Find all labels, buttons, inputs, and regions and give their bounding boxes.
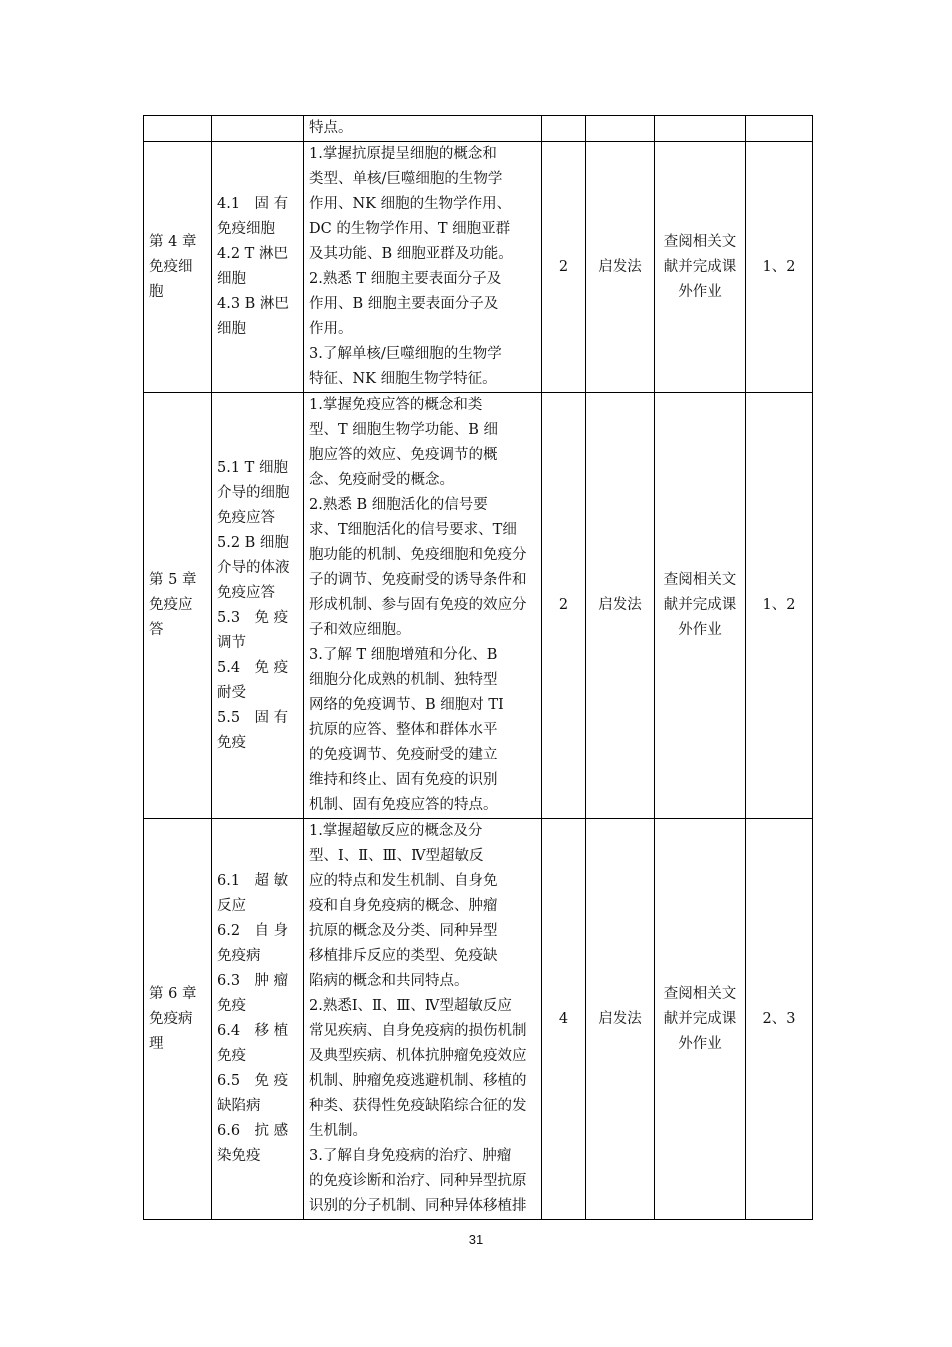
goal-cell: 2、3 xyxy=(746,819,813,1220)
sections-cell-line: 免疫应答 xyxy=(217,584,275,601)
chapter-cell-line: 第 5 章 xyxy=(149,572,197,588)
hours-cell xyxy=(542,116,586,142)
objectives-cell-line: 胞应答的效应、免疫调节的概 xyxy=(309,447,498,463)
sections-cell-line: 细胞 xyxy=(217,271,246,287)
sections-cell-line: 耐受 xyxy=(217,684,246,701)
chapter-cell xyxy=(144,116,212,142)
goal-cell: 1、2 xyxy=(746,142,813,393)
syllabus-table xyxy=(143,115,813,1220)
table-row xyxy=(144,819,813,1220)
objectives-cell-line: 及典型疾病、机体抗肿瘤免疫效应 xyxy=(309,1048,527,1064)
objectives-cell-line: 机制、固有免疫应答的特点。 xyxy=(309,797,498,813)
sections-cell-line: 反应 xyxy=(217,898,246,914)
objectives-cell-line: 型、Ⅰ、Ⅱ、Ⅲ、Ⅳ型超敏反 xyxy=(309,848,484,864)
objectives-cell-line: 3.了解自身免疫病的治疗、肿瘤 xyxy=(309,1148,512,1164)
objectives-cell-line: 特点。 xyxy=(309,120,353,136)
sections-cell-line: 免疫 xyxy=(217,1048,246,1064)
assignment-cell-line: 外作业 xyxy=(678,283,722,300)
objectives-cell-line: 2.熟悉 T 细胞主要表面分子及 xyxy=(309,271,502,287)
assignment-cell xyxy=(655,819,746,1220)
objectives-cell-line: 形成机制、参与固有免疫的效应分 xyxy=(309,597,527,613)
objectives-cell xyxy=(304,116,542,142)
sections-cell xyxy=(212,142,304,393)
objectives-cell-line: 疫和自身免疫病的概念、肿瘤 xyxy=(309,898,498,914)
objectives-cell-line: 维持和终止、固有免疫的识别 xyxy=(309,772,498,788)
chapter-cell xyxy=(144,142,212,393)
objectives-cell-line: 1.掌握免疫应答的概念和类 xyxy=(309,397,483,413)
assignment-cell-line: 查阅相关文 xyxy=(663,572,737,588)
objectives-cell-line: 特征、NK 细胞生物学特征。 xyxy=(309,371,497,387)
goal-cell: 1、2 xyxy=(746,393,813,819)
objectives-cell-line: 胞功能的机制、免疫细胞和免疫分 xyxy=(309,547,527,563)
objectives-cell-line: 作用。 xyxy=(309,321,353,337)
chapter-cell xyxy=(144,393,212,819)
hours-cell: 2 xyxy=(542,393,586,819)
sections-cell-line: 免疫 xyxy=(217,998,246,1014)
table-row xyxy=(144,393,813,819)
objectives-cell-line: 种类、获得性免疫缺陷综合征的发 xyxy=(309,1098,527,1114)
objectives-cell-line: 识别的分子机制、同种异体移植排 xyxy=(309,1198,527,1214)
assignment-cell-line: 献并完成课 xyxy=(663,1010,737,1027)
sections-cell-line: 免疫 xyxy=(217,734,246,751)
objectives-cell-line: 类型、单核/巨噬细胞的生物学 xyxy=(309,171,503,187)
sections-cell-line: 6.1 超 敏 xyxy=(217,873,289,889)
objectives-cell-line: 念、免疫耐受的概念。 xyxy=(309,472,454,488)
objectives-cell-line: 的免疫调节、免疫耐受的建立 xyxy=(309,747,498,763)
sections-cell-line: 6.2 自 身 xyxy=(217,923,289,939)
sections-cell-line: 6.5 免 疫 xyxy=(217,1073,289,1089)
assignment-cell-line: 外作业 xyxy=(678,622,722,638)
objectives-cell-line: 作用、B 细胞主要表面分子及 xyxy=(309,296,499,312)
table-body xyxy=(144,116,813,1220)
objectives-cell-line: 应的特点和发生机制、自身免 xyxy=(309,873,498,889)
sections-cell-line: 4.2 T 淋巴 xyxy=(217,246,288,262)
sections-cell-line: 缺陷病 xyxy=(217,1098,261,1114)
sections-cell-line: 染免疫 xyxy=(217,1148,261,1164)
chapter-cell-line: 答 xyxy=(149,622,164,638)
objectives-cell-line: 抗原的应答、整体和群体水平 xyxy=(309,722,498,738)
table-row xyxy=(144,116,813,142)
objectives-cell-line: 2.熟悉 B 细胞活化的信号要 xyxy=(309,497,488,513)
sections-cell-line: 介导的细胞 xyxy=(217,484,290,501)
objectives-cell-line: 3.了解 T 细胞增殖和分化、B xyxy=(309,647,498,663)
objectives-cell-line: 网络的免疫调节、B 细胞对 TI xyxy=(309,697,504,713)
objectives-cell-line: 常见疾病、自身免疫病的损伤机制 xyxy=(309,1023,527,1039)
objectives-cell-line: 细胞分化成熟的机制、独特型 xyxy=(309,672,498,688)
hours-cell: 4 xyxy=(542,819,586,1220)
sections-cell-line: 5.4 免 疫 xyxy=(217,659,289,676)
method-cell xyxy=(586,116,655,142)
sections-cell xyxy=(212,393,304,819)
sections-cell-line: 6.4 移 植 xyxy=(217,1023,289,1039)
objectives-cell-line: 子的调节、免疫耐受的诱导条件和 xyxy=(309,572,527,588)
objectives-cell-line: 陷病的概念和共同特点。 xyxy=(309,973,469,989)
hours-cell: 2 xyxy=(542,142,586,393)
objectives-cell xyxy=(304,393,542,819)
sections-cell-line: 4.3 B 淋巴 xyxy=(217,296,289,312)
chapter-cell-line: 免疫病 xyxy=(149,1010,193,1027)
goal-cell xyxy=(746,116,813,142)
sections-cell-line: 4.1 固 有 xyxy=(217,196,289,212)
objectives-cell xyxy=(304,819,542,1220)
objectives-cell-line: 抗原的概念及分类、同种异型 xyxy=(309,923,498,939)
assignment-cell-line: 外作业 xyxy=(678,1035,722,1052)
sections-cell-line: 6.6 抗 感 xyxy=(217,1123,289,1139)
sections-cell-line: 6.3 肿 瘤 xyxy=(217,973,289,989)
objectives-cell-line: 生机制。 xyxy=(309,1123,367,1139)
chapter-cell-line: 第 6 章 xyxy=(149,985,197,1002)
objectives-cell-line: 型、T 细胞生物学功能、B 细 xyxy=(309,422,499,438)
assignment-cell xyxy=(655,142,746,393)
sections-cell-line: 5.1 T 细胞 xyxy=(217,459,288,476)
sections-cell-line: 细胞 xyxy=(217,321,246,337)
assignment-cell-line: 查阅相关文 xyxy=(663,985,737,1002)
sections-cell xyxy=(212,116,304,142)
objectives-cell-line: 3.了解单核/巨噬细胞的生物学 xyxy=(309,346,502,362)
objectives-cell-line: 移植排斥反应的类型、免疫缺 xyxy=(309,948,498,964)
chapter-cell xyxy=(144,819,212,1220)
sections-cell-line: 5.2 B 细胞 xyxy=(217,534,289,551)
method-cell: 启发法 xyxy=(586,819,655,1220)
sections-cell-line: 免疫应答 xyxy=(217,509,275,526)
chapter-cell-line: 胞 xyxy=(149,283,164,300)
method-cell: 启发法 xyxy=(586,142,655,393)
objectives-cell xyxy=(304,142,542,393)
sections-cell-line: 5.3 免 疫 xyxy=(217,609,289,626)
sections-cell-line: 5.5 固 有 xyxy=(217,709,289,726)
sections-cell xyxy=(212,819,304,1220)
sections-cell-line: 调节 xyxy=(217,634,246,651)
chapter-cell-line: 免疫细 xyxy=(149,258,193,275)
assignment-cell-line: 查阅相关文 xyxy=(663,233,737,250)
objectives-cell-line: DC 的生物学作用、T 细胞亚群 xyxy=(309,221,511,237)
sections-cell-line: 免疫病 xyxy=(217,948,261,964)
chapter-cell-line: 免疫应 xyxy=(149,597,193,613)
objectives-cell-line: 求、T细胞活化的信号要求、T细 xyxy=(309,522,517,538)
objectives-cell-line: 1.掌握超敏反应的概念及分 xyxy=(309,823,483,839)
sections-cell-line: 介导的体液 xyxy=(217,559,290,576)
objectives-cell-line: 2.熟悉Ⅰ、Ⅱ、Ⅲ、Ⅳ型超敏反应 xyxy=(309,998,512,1014)
assignment-cell-line: 献并完成课 xyxy=(663,258,737,275)
chapter-cell-line: 第 4 章 xyxy=(149,233,197,250)
objectives-cell-line: 子和效应细胞。 xyxy=(309,622,411,638)
assignment-cell xyxy=(655,393,746,819)
assignment-cell xyxy=(655,116,746,142)
objectives-cell-line: 的免疫诊断和治疗、同种异型抗原 xyxy=(309,1173,527,1189)
objectives-cell-line: 机制、肿瘤免疫逃避机制、移植的 xyxy=(309,1073,527,1089)
sections-cell-line: 免疫细胞 xyxy=(217,221,275,237)
objectives-cell-line: 作用、NK 细胞的生物学作用、 xyxy=(309,196,512,212)
table-row xyxy=(144,142,813,393)
objectives-cell-line: 及其功能、B 细胞亚群及功能。 xyxy=(309,246,513,262)
objectives-cell-line: 1.掌握抗原提呈细胞的概念和 xyxy=(309,146,497,162)
page-number: 31 xyxy=(468,1232,484,1247)
method-cell: 启发法 xyxy=(586,393,655,819)
assignment-cell-line: 献并完成课 xyxy=(663,597,737,613)
chapter-cell-line: 理 xyxy=(149,1035,164,1052)
